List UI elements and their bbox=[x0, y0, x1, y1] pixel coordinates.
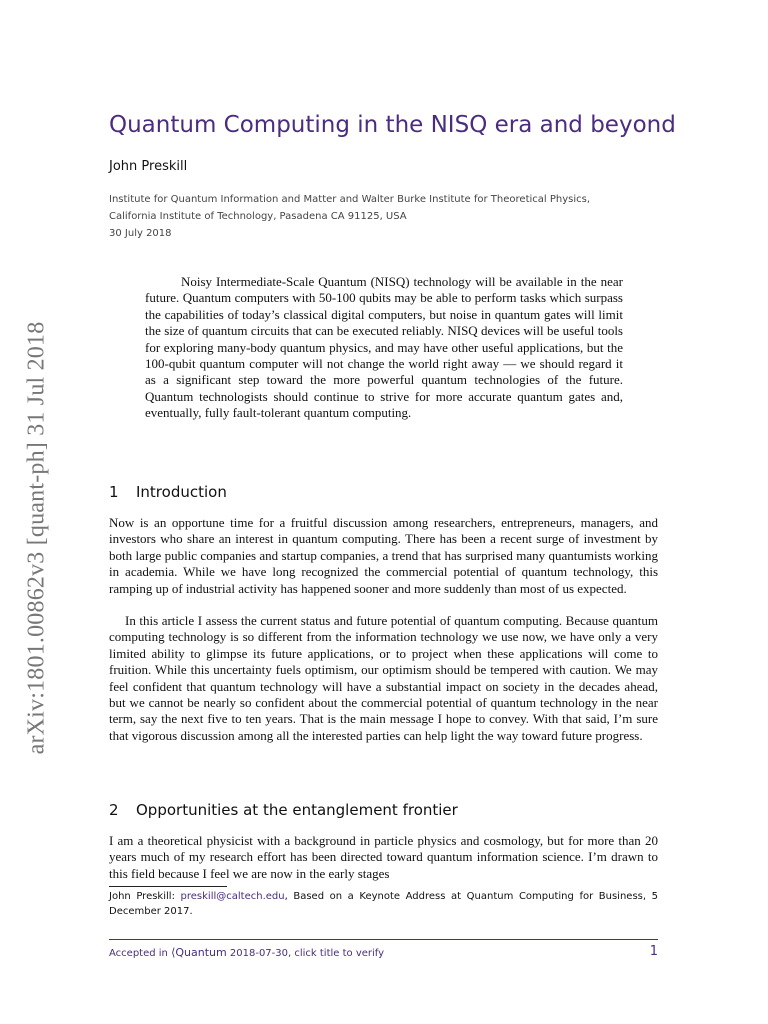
affiliation-line-1: Institute for Quantum Information and Matter and Walter Burke Institute for Theoretical Physics, bbox=[109, 194, 591, 205]
affiliation-line-2: California Institute of Technology, Pasadena CA 91125, USA bbox=[109, 211, 407, 222]
intro-paragraph-2: In this article I assess the current status and future potential of quantum computing. Because quantum computing technology is so different from the information technology we use now, we have only a very limited ability to glimpse its future applications, or to project when these applications will come to fruition. While this uncertainty fuels optimism, our optimism should be tempered with caution. We may feel confident that quantum technology will have a substantial impact on society in the decades ahead, but we cannot be nearly so confident about the commercial potential of quantum technology in the near term, say the next five to ten years. That is the main message I hope to convey. With that said, I’m sure that vigorous discussion among all the interested parties can help light the way toward future progress. bbox=[109, 613, 658, 743]
section-number: 2 bbox=[109, 801, 119, 819]
arxiv-stamp-text: arXiv:1801.00862v3 [quant-ph] 31 Jul 2018 bbox=[23, 321, 50, 754]
abstract: Noisy Intermediate-Scale Quantum (NISQ) technology will be available in the near future. Quantum computers with 50-100 qubits may be able to perform tasks which surpass the capabilities of today’s classical digital computers, but noise in quantum gates will limit the size of quantum circuits that can be executed reliably. NISQ devices will be useful tools for exploring many-body quantum physics, and may have other useful applications, but the 100-qubit quantum computer will not change the world right away — we should regard it as a significant step toward the more powerful quantum technologies of the future. Quantum technologists should continue to strive for more accurate quantum gates and, eventually, fully fault-tolerant quantum computing. bbox=[145, 274, 623, 421]
footnote-author: John Preskill: bbox=[109, 891, 181, 902]
intro-paragraph-1: Now is an opportune time for a fruitful discussion among researchers, entrepreneurs, managers, and investors who share an interest in quantum computing. There has been a recent surge of investment by both large public companies and startup companies, a trend that has surprised many quantumists working in academia. While we have long recognized the commercial potential of quantum technology, this ramping up of industrial activity has happened sooner and more suddenly than most of us expected. bbox=[109, 515, 658, 596]
paper-date: 30 July 2018 bbox=[109, 228, 172, 239]
footnote bbox=[109, 889, 658, 919]
section-title: Opportunities at the entanglement frontier bbox=[136, 801, 458, 819]
verify-link-text[interactable]: 2018-07-30, click title to verify bbox=[226, 948, 385, 959]
section-number: 1 bbox=[109, 483, 119, 501]
footnote-text: , Based on a Keynote Address at Quantum Computing for Business, 5 December 2017. bbox=[109, 891, 658, 917]
arxiv-sidebar-stamp bbox=[20, 315, 54, 760]
quantum-journal-logo: ⟨Quantum bbox=[171, 946, 227, 959]
paper-title[interactable]: Quantum Computing in the NISQ era and beyond bbox=[109, 112, 676, 138]
page-number: 1 bbox=[649, 944, 658, 959]
section-heading-opportunities bbox=[109, 801, 458, 819]
section-title: Introduction bbox=[136, 483, 227, 501]
footnote-divider bbox=[109, 886, 227, 887]
opportunities-paragraph-1: I am a theoretical physicist with a background in particle physics and cosmology, but for more than 20 years much of my research effort has been directed toward quantum information science. I’m drawn to this field because I feel we are now in the early stages bbox=[109, 833, 658, 881]
author-email-link[interactable]: preskill@caltech.edu bbox=[180, 891, 285, 902]
paper-author: John Preskill bbox=[109, 159, 188, 174]
accepted-in-label: Accepted in bbox=[109, 948, 172, 959]
footer-divider bbox=[109, 939, 658, 940]
acceptance-notice[interactable] bbox=[109, 946, 384, 959]
section-heading-introduction bbox=[109, 483, 227, 501]
